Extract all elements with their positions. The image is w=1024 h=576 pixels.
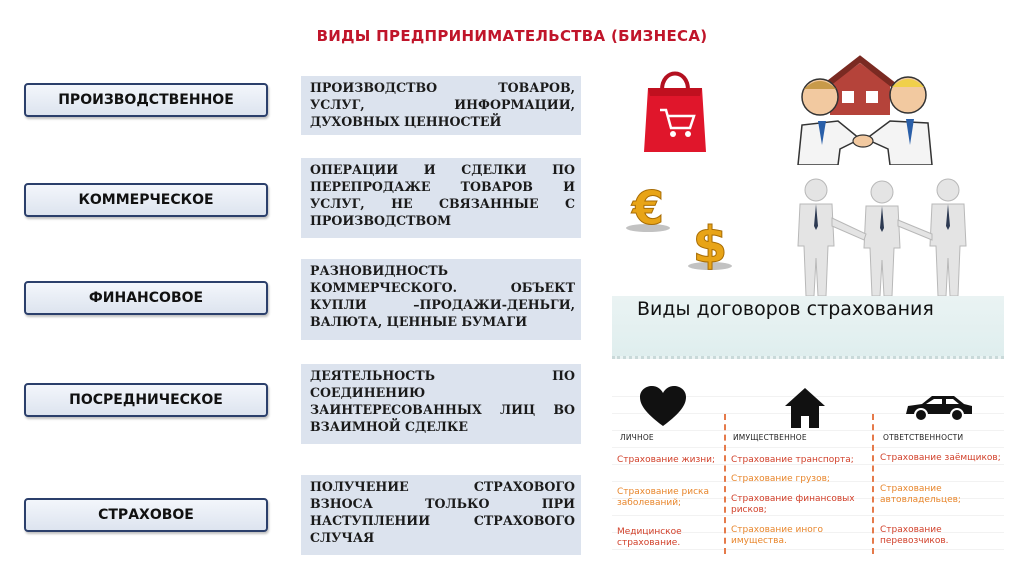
desc-commercial: ОПЕРАЦИИ И СДЕЛКИ ПО ПЕРЕПРОДАЖЕ ТОВАРОВ И УСЛУГ, НЕ СВЯЗАННЫЕ С ПРОИЗВОДСТВОМ — [301, 158, 581, 238]
house-icon — [783, 386, 827, 430]
insurance-banner — [612, 296, 1004, 359]
column-divider — [724, 414, 726, 554]
handshake-icon — [790, 55, 940, 165]
insurance-item: Страхование жизни; — [617, 455, 716, 465]
insurance-item: Страхование грузов; — [731, 474, 830, 484]
desc-financial: РАЗНОВИДНОСТЬ КОММЕРЧЕСКОГО. ОБЪЕКТ КУПЛИ –ПРОДАЖИ-ДЕНЬГИ, ВАЛЮТА, ЦЕННЫЕ БУМАГИ — [301, 259, 581, 340]
heading-personal: ЛИЧНОЕ — [620, 433, 654, 442]
insurance-item: Страхование заёмщиков; — [880, 453, 1001, 463]
type-insurance: СТРАХОВОЕ — [24, 498, 268, 532]
car-icon — [904, 392, 974, 424]
insurance-item: Страхование риска заболеваний; — [617, 487, 709, 508]
svg-text:$: $ — [692, 216, 728, 272]
svg-text:€: € — [631, 181, 665, 234]
desc-insurance: ПОЛУЧЕНИЕ СТРАХОВОГО ВЗНОСА ТОЛЬКО ПРИ НАСТУПЛЕНИИ СТРАХОВОГО СЛУЧАЯ — [301, 475, 581, 555]
insurance-item: Страхование автовладельцев; — [880, 484, 961, 505]
shopping-bag-icon — [640, 62, 710, 154]
insurance-item: Страхование финансовых рисков; — [731, 494, 855, 515]
type-intermediary: ПОСРЕДНИЧЕСКОЕ — [24, 383, 268, 417]
insurance-item: Страхование перевозчиков. — [880, 525, 949, 546]
page-title: ВИДЫ ПРЕДПРИНИМАТЕЛЬСТВА (БИЗНЕСА) — [316, 27, 708, 45]
business-people-icon — [788, 178, 978, 298]
insurance-item: Медицинское страхование. — [617, 527, 682, 548]
type-commercial: КОММЕРЧЕСКОЕ — [24, 183, 268, 217]
desc-intermediary: ДЕЯТЕЛЬНОСТЬ ПО СОЕДИНЕНИЮ ЗАИНТЕРЕСОВАННЫХ ЛИЦ ВО ВЗАИМНОЙ СДЕЛКЕ — [301, 364, 581, 444]
insurance-title: Виды договоров страхования — [637, 298, 934, 320]
heading-liability: ОТВЕТСТВЕННОСТИ — [883, 433, 964, 442]
heading-property: ИМУЩЕСТВЕННОЕ — [733, 433, 807, 442]
euro-icon — [620, 178, 676, 234]
heart-icon — [640, 386, 686, 428]
insurance-item: Страхование транспорта; — [731, 455, 854, 465]
insurance-item: Страхование иного имущества. — [731, 525, 824, 546]
desc-production: ПРОИЗВОДСТВО ТОВАРОВ, УСЛУГ, ИНФОРМАЦИИ, ДУХОВНЫХ ЦЕННОСТЕЙ — [301, 76, 581, 135]
dollar-icon — [682, 210, 738, 272]
column-divider — [872, 414, 874, 554]
type-financial: ФИНАНСОВОЕ — [24, 281, 268, 315]
type-production: ПРОИЗВОДСТВЕННОЕ — [24, 83, 268, 117]
